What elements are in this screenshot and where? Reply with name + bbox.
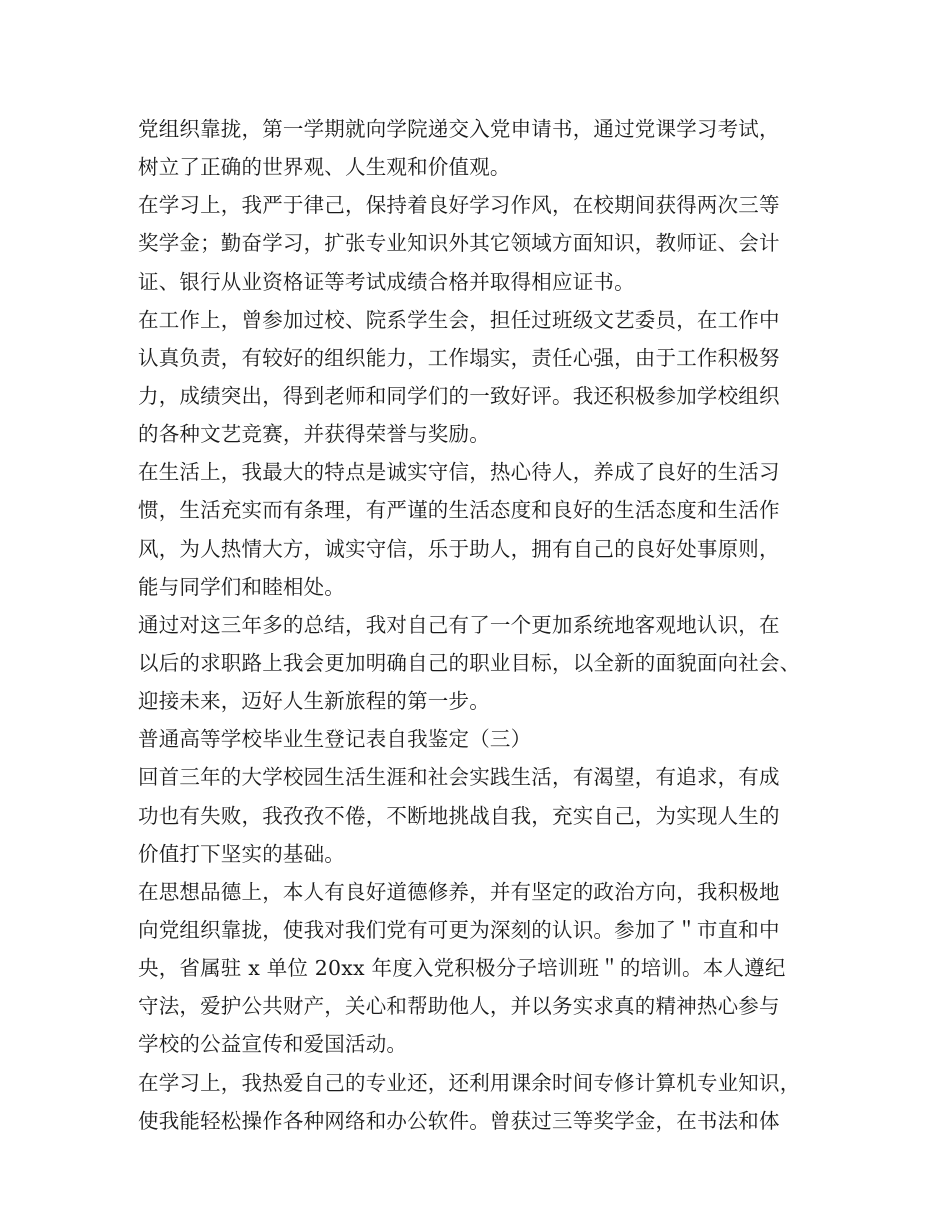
text-line: 向党组织靠拢，使我对我们党有可更为深刻的认识。参加了＂市直和中 — [138, 917, 780, 942]
text-line: 能与同学们和睦相处。 — [138, 574, 345, 599]
text-line: 守法，爱护公共财产，关心和帮助他人，并以务实求真的精神热心参与 — [138, 994, 780, 1019]
text-line: 在思想品德上，本人有良好道德修养，并有坚定的政治方向，我积极地 — [138, 879, 780, 904]
text-line: 价值打下坚实的基础。 — [138, 841, 345, 866]
text-line: 惯，生活充实而有条理，有严谨的生活态度和良好的生活态度和生活作 — [138, 498, 780, 523]
text-line: 回首三年的大学校园生活生涯和社会实践生活，有渴望，有追求，有成 — [138, 765, 780, 790]
text-line: 央，省属驻 x 单位 20xx 年度入党积极分子培训班＂的培训。本人遵纪 — [138, 956, 786, 981]
text-line: 功也有失败，我孜孜不倦，不断地挑战自我，充实自己，为实现人生的 — [138, 803, 780, 828]
text-line: 在生活上，我最大的特点是诚实守信，热心待人，养成了良好的生活习 — [138, 460, 780, 485]
text-line: 以后的求职路上我会更加明确自己的职业目标，以全新的面貌面向社会、 — [138, 650, 801, 675]
section-heading: 普通高等学校毕业生登记表自我鉴定（三） — [138, 727, 532, 752]
text-line: 在学习上，我严于律己，保持着良好学习作风，在校期间获得两次三等 — [138, 193, 780, 218]
document-body — [138, 110, 838, 1140]
text-line: 证、银行从业资格证等考试成绩合格并取得相应证书。 — [138, 269, 635, 294]
text-line: 迎接未来，迈好人生新旅程的第一步。 — [138, 689, 490, 714]
text-line: 认真负责，有较好的组织能力，工作塌实，责任心强，由于工作积极努 — [138, 345, 780, 370]
text-line: 力，成绩突出，得到老师和同学们的一致好评。我还积极参加学校组织 — [138, 383, 780, 408]
text-line: 使我能轻松操作各种网络和办公软件。曾获过三等奖学金，在书法和体 — [138, 1108, 780, 1133]
text-line: 在学习上，我热爱自己的专业还，还利用课余时间专修计算机专业知识， — [138, 1070, 801, 1095]
text-line: 学校的公益宣传和爱国活动。 — [138, 1032, 408, 1057]
text-line: 树立了正确的世界观、人生观和价值观。 — [138, 155, 511, 180]
text-line: 奖学金；勤奋学习，扩张专业知识外其它领域方面知识，教师证、会计 — [138, 231, 780, 256]
text-line: 的各种文艺竞赛，并获得荣誉与奖励。 — [138, 422, 490, 447]
text-line: 在工作上，曾参加过校、院系学生会，担任过班级文艺委员，在工作中 — [138, 307, 780, 332]
text-line: 风，为人热情大方，诚实守信，乐于助人，拥有自己的良好处事原则， — [138, 536, 780, 561]
text-line: 党组织靠拢，第一学期就向学院递交入党申请书，通过党课学习考试， — [138, 117, 780, 141]
text-line: 通过对这三年多的总结，我对自己有了一个更加系统地客观地认识，在 — [138, 612, 780, 637]
